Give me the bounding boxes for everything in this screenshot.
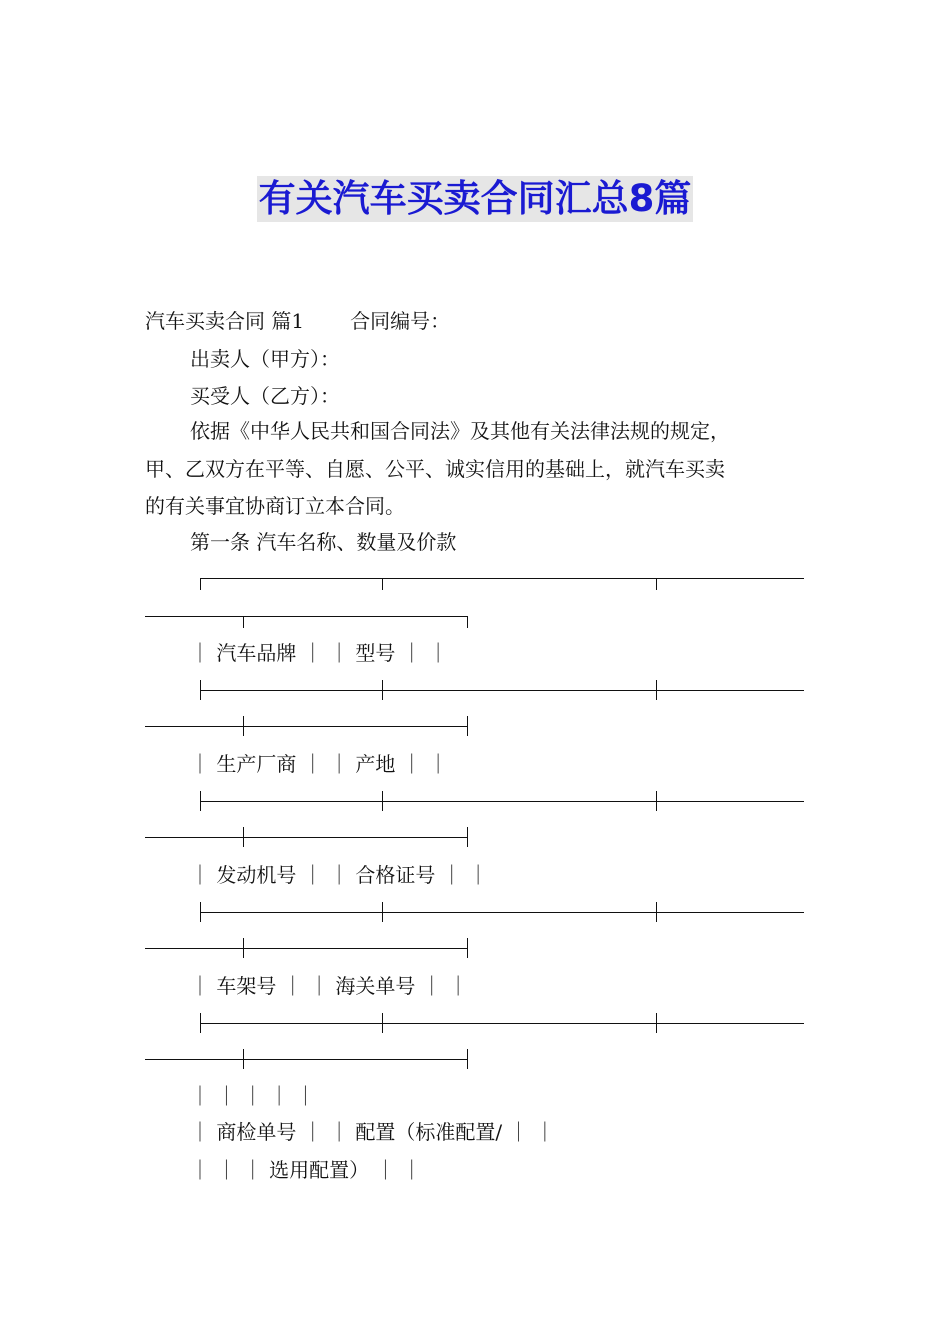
- table-row: ｜ 发动机号 ｜ ｜ 合格证号 ｜ ｜: [190, 863, 489, 887]
- paragraph-line: 依据《中华人民共和国合同法》及其他有关法律法规的规定，: [190, 419, 730, 443]
- paragraph-line: 的有关事宜协商订立本合同。: [145, 494, 405, 518]
- table-row: ｜ ｜ ｜ 选用配置） ｜ ｜: [190, 1158, 422, 1182]
- table-row: ｜ 生产厂商 ｜ ｜ 产地 ｜ ｜: [190, 752, 449, 776]
- table-row: ｜ ｜ ｜ ｜ ｜: [190, 1084, 316, 1108]
- title-block: [0, 176, 950, 222]
- table-row: ｜ 汽车品牌 ｜ ｜ 型号 ｜ ｜: [190, 641, 449, 665]
- document-title: 有关汽车买卖合同汇总8篇: [258, 177, 692, 220]
- contract-heading: [145, 303, 805, 339]
- seller-line: 出卖人（甲方）：: [190, 347, 340, 371]
- paragraph-line: 甲、乙双方在平等、自愿、公平、诚实信用的基础上，就汽车买卖: [145, 457, 725, 481]
- buyer-line: 买受人（乙方）：: [190, 384, 340, 408]
- contract-number-label: 合同编号：: [350, 309, 451, 333]
- article-heading: 第一条 汽车名称、数量及价款: [190, 530, 457, 554]
- table-row: ｜ 商检单号 ｜ ｜ 配置（标准配置/ ｜ ｜: [190, 1120, 555, 1144]
- table-row: ｜ 车架号 ｜ ｜ 海关单号 ｜ ｜: [190, 974, 469, 998]
- contract-name: 汽车买卖合同 篇1: [145, 309, 305, 333]
